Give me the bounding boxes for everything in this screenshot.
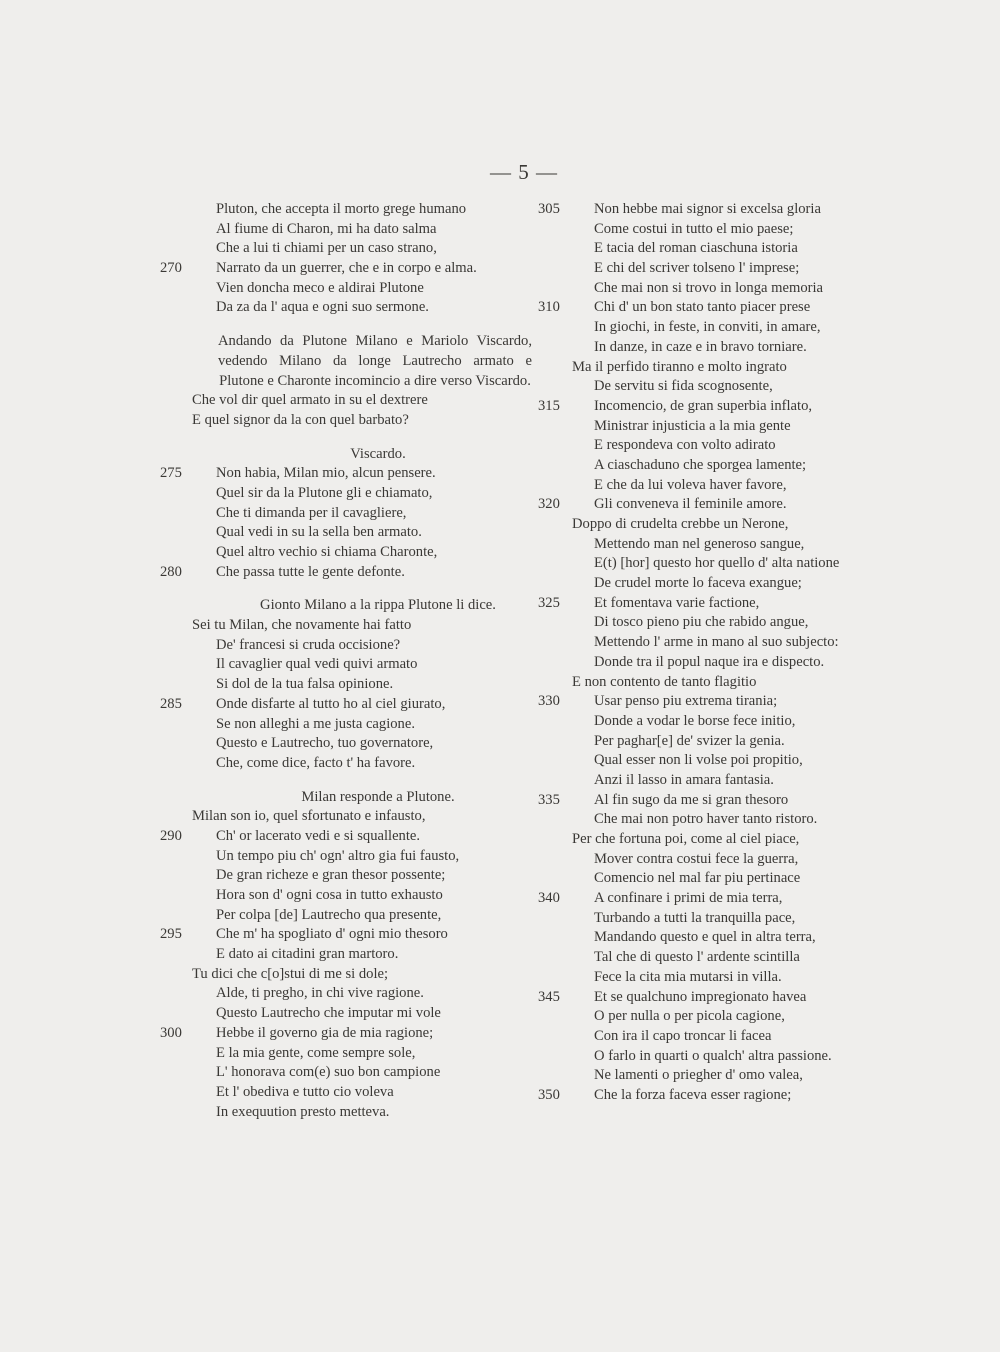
verse-line xyxy=(160,695,540,715)
verse-text: Che, come dice, facto t' ha favore. xyxy=(216,754,416,771)
verse-text: In giochi, in feste, in conviti, in amare, xyxy=(594,319,821,336)
line-number: 280 xyxy=(160,563,182,580)
verse-text: Tu dici che c[o]stui di me si dole; xyxy=(192,965,389,982)
verse-line xyxy=(538,220,898,240)
verse-text: Un tempo piu ch' ogn' altro gia fui fausto, xyxy=(216,847,460,864)
verse-line xyxy=(538,318,898,338)
verse-line xyxy=(160,523,540,543)
verse-line xyxy=(538,239,898,259)
verse-text: Qual vedi in su la sella ben armato. xyxy=(216,524,422,541)
verse-text: Che vol dir quel armato in su el dextrere xyxy=(192,392,428,409)
verse-line xyxy=(538,338,898,358)
verse-text: Qual esser non li volse poi propitio, xyxy=(594,752,803,769)
stanza xyxy=(538,673,898,831)
heading-text: Gionto Milano a la rippa Plutone li dice. xyxy=(260,597,496,614)
verse-text: Di tosco pieno piu che rabido angue, xyxy=(594,614,809,631)
verse-text: Con ira il capo troncar li facea xyxy=(594,1027,772,1044)
verse-line xyxy=(160,675,540,695)
verse-line xyxy=(160,484,540,504)
line-number: 340 xyxy=(538,890,560,907)
stanza xyxy=(160,464,540,582)
verse-text: Incomencio, de gran superbia inflato, xyxy=(594,397,813,414)
verse-line xyxy=(538,554,898,574)
verse-text: A ciaschaduno che sporgea lamente; xyxy=(594,456,807,473)
verse-text: Quel sir da la Plutone gli e chiamato, xyxy=(216,484,433,501)
verse-text: Questo e Lautrecho, tuo governatore, xyxy=(216,735,434,752)
verse-text: In danze, in caze e in bravo torniare. xyxy=(594,338,807,355)
speaker-heading xyxy=(160,596,540,616)
verse-text: Usar penso piu extrema tirania; xyxy=(594,693,778,710)
verse-text: E quel signor da la con quel barbato? xyxy=(192,411,409,428)
stanza xyxy=(160,965,540,1123)
verse-text: Alde, ti pregho, in chi vive ragione. xyxy=(216,985,424,1002)
verse-line xyxy=(160,543,540,563)
line-number: 330 xyxy=(538,693,560,710)
verse-line xyxy=(538,535,898,555)
verse-line xyxy=(538,751,898,771)
line-number: 350 xyxy=(538,1086,560,1103)
verse-text: Si dol de la tua falsa opinione. xyxy=(216,676,394,693)
line-number: 335 xyxy=(538,791,560,808)
verse-line xyxy=(160,655,540,675)
verse-text: Anzi il lasso in amara fantasia. xyxy=(594,771,774,788)
verse-text: Da za da l' aqua e ogni suo sermone. xyxy=(216,299,429,316)
stanza xyxy=(160,200,540,318)
verse-line xyxy=(160,1004,540,1024)
verse-text: Fece la cita mia mutarsi in villa. xyxy=(594,968,782,985)
verse-line xyxy=(538,279,898,299)
verse-line xyxy=(160,298,540,318)
verse-line xyxy=(160,827,540,847)
verse-line xyxy=(160,886,540,906)
verse-text: Et se qualchuno impregionato havea xyxy=(594,988,807,1005)
verse-line xyxy=(538,968,898,988)
verse-line xyxy=(160,411,540,431)
verse-line xyxy=(538,850,898,870)
verse-text: Mettendo l' arme in mano al suo subjecto: xyxy=(594,634,839,651)
verse-line xyxy=(538,988,898,1008)
verse-line xyxy=(160,925,540,945)
verse-line xyxy=(160,715,540,735)
verse-text: Come costui in tutto el mio paese; xyxy=(594,220,794,237)
verse-text: Che ti dimanda per il cavagliere, xyxy=(216,504,407,521)
verse-text: Mover contra costui fece la guerra, xyxy=(594,850,799,867)
verse-text: In exequution presto metteva. xyxy=(216,1103,390,1120)
verse-line xyxy=(538,417,898,437)
verse-line xyxy=(160,1103,540,1123)
verse-line xyxy=(160,945,540,965)
verse-text: Mettendo man nel generoso sangue, xyxy=(594,535,805,552)
verse-line xyxy=(538,594,898,614)
verse-line xyxy=(538,574,898,594)
verse-text: Quel altro vechio si chiama Charonte, xyxy=(216,544,438,561)
verse-text: O per nulla o per picola cagione, xyxy=(594,1008,785,1025)
heading-text: Viscardo. xyxy=(350,445,406,462)
verse-text: Tal che di questo l' ardente scintilla xyxy=(594,949,800,966)
verse-text: Vien doncha meco e aldirai Plutone xyxy=(216,279,424,296)
verse-line xyxy=(538,1086,898,1106)
line-number: 295 xyxy=(160,926,182,943)
verse-line xyxy=(538,830,898,850)
verse-text: E chi del scriver tolseno l' imprese; xyxy=(594,260,800,277)
verse-line xyxy=(538,889,898,909)
verse-line xyxy=(538,456,898,476)
verse-line xyxy=(538,397,898,417)
verse-line xyxy=(538,495,898,515)
verse-text: Sei tu Milan, che novamente hai fatto xyxy=(192,617,412,634)
verse-text: Per che fortuna poi, come al ciel piace, xyxy=(572,831,800,847)
verse-line xyxy=(160,464,540,484)
verse-line xyxy=(160,200,540,220)
verse-text: Ministrar injusticia a la mia gente xyxy=(594,417,791,434)
verse-text: Non hebbe mai signor si excelsa gloria xyxy=(594,201,821,217)
verse-line xyxy=(160,220,540,240)
line-number: 290 xyxy=(160,827,182,844)
verse-text: E dato ai citadini gran martoro. xyxy=(216,946,399,963)
verse-text: Che passa tutte le gente defonte. xyxy=(216,563,405,580)
verse-line xyxy=(160,279,540,299)
verse-text: Al fiume di Charon, mi ha dato salma xyxy=(216,220,437,237)
verse-line xyxy=(538,732,898,752)
verse-line xyxy=(160,239,540,259)
verse-text: Onde disfarte al tutto ho al ciel giurato, xyxy=(216,695,446,712)
verse-line xyxy=(538,200,898,220)
line-number: 320 xyxy=(538,496,560,513)
verse-text: Doppo di crudelta crebbe un Nerone, xyxy=(572,516,789,532)
verse-text: De servitu si fida scognosente, xyxy=(594,378,773,395)
verse-line xyxy=(538,358,898,378)
heading-text: Milan responde a Plutone. xyxy=(301,788,455,805)
rubric xyxy=(160,332,540,391)
verse-line xyxy=(538,613,898,633)
verse-line xyxy=(160,734,540,754)
verse-text: Pluton, che accepta il morto grege humano xyxy=(216,201,467,217)
verse-text: L' honorava com(e) suo bon campione xyxy=(216,1064,441,1081)
verse-line xyxy=(538,515,898,535)
verse-line xyxy=(538,476,898,496)
verse-line xyxy=(538,810,898,830)
verse-line xyxy=(160,984,540,1004)
verse-text: De crudel morte lo faceva exangue; xyxy=(594,575,802,592)
verse-text: Che mai non si trovo in longa memoria xyxy=(594,279,824,296)
verse-text: E respondeva con volto adirato xyxy=(594,437,776,454)
verse-line xyxy=(538,909,898,929)
verse-text: Comencio nel mal far piu pertinace xyxy=(594,870,801,887)
verse-line xyxy=(538,259,898,279)
verse-line xyxy=(538,712,898,732)
verse-text: Ma il perfido tiranno e molto ingrato xyxy=(572,358,787,375)
verse-line xyxy=(160,807,540,827)
verse-line xyxy=(160,1083,540,1103)
verse-text: Per paghar[e] de' svizer la genia. xyxy=(594,732,785,749)
rubric-text: Andando da Plutone Milano e Mariolo Viscardo, vedendo Milano da longe Lautrecho armato e Plutone e Charonte incomincio a dire verso Viscardo. xyxy=(218,333,532,389)
verse-text: Ch' or lacerato vedi e si squallente. xyxy=(216,827,421,844)
verse-line xyxy=(160,563,540,583)
verse-text: E non contento de tanto flagitio xyxy=(572,673,757,690)
verse-line xyxy=(538,633,898,653)
verse-text: Per colpa [de] Lautrecho qua presente, xyxy=(216,906,442,923)
verse-text: E(t) [hor] questo hor quello d' alta natione xyxy=(594,555,840,572)
stanza xyxy=(538,515,898,673)
verse-text: E che da lui voleva haver favore, xyxy=(594,476,787,493)
verse-line xyxy=(160,906,540,926)
verse-text: Che la forza faceva esser ragione; xyxy=(594,1086,792,1103)
verse-text: Gli conveneva il feminile amore. xyxy=(594,496,787,513)
verse-text: Mandando questo e quel in altra terra, xyxy=(594,929,816,946)
verse-text: Se non alleghi a me justa cagione. xyxy=(216,715,415,732)
verse-line xyxy=(160,1024,540,1044)
verse-line xyxy=(160,504,540,524)
verse-line xyxy=(538,1007,898,1027)
verse-line xyxy=(538,653,898,673)
verse-line xyxy=(538,1047,898,1067)
verse-text: Che mai non potro haver tanto ristoro. xyxy=(594,811,818,828)
verse-text: Non habia, Milan mio, alcun pensere. xyxy=(216,465,436,482)
line-number: 325 xyxy=(538,594,560,611)
verse-text: Donde a vodar le borse fece initio, xyxy=(594,712,796,729)
verse-text: Che m' ha spogliato d' ogni mio thesoro xyxy=(216,926,448,943)
stanza xyxy=(538,988,898,1106)
stanza xyxy=(538,358,898,516)
stanza xyxy=(538,200,898,358)
verse-line xyxy=(538,692,898,712)
stanza xyxy=(160,616,540,774)
verse-line xyxy=(160,259,540,279)
verse-line xyxy=(160,847,540,867)
line-number: 300 xyxy=(160,1024,182,1041)
verse-text: Hebbe il governo gia de mia ragione; xyxy=(216,1024,434,1041)
verse-text: Che a lui ti chiami per un caso strano, xyxy=(216,240,437,257)
verse-line xyxy=(538,948,898,968)
verse-line xyxy=(160,391,540,411)
speaker-heading xyxy=(160,445,540,465)
verse-text: Il cavaglier qual vedi quivi armato xyxy=(216,656,418,673)
verse-text: Narrato da un guerrer, che e in corpo e alma. xyxy=(216,260,477,277)
verse-text: Donde tra il popul naque ira e dispecto. xyxy=(594,653,825,670)
verse-line xyxy=(160,965,540,985)
verse-text: Turbando a tutti la tranquilla pace, xyxy=(594,909,796,926)
verse-line xyxy=(160,1044,540,1064)
verse-line xyxy=(538,928,898,948)
verse-line xyxy=(538,673,898,693)
line-number: 275 xyxy=(160,465,182,482)
verse-text: De gran richeze e gran thesor possente; xyxy=(216,867,446,884)
verse-line xyxy=(160,1063,540,1083)
verse-line xyxy=(160,636,540,656)
verse-line xyxy=(538,791,898,811)
line-number: 305 xyxy=(538,201,560,217)
line-number: 270 xyxy=(160,260,182,277)
verse-line xyxy=(160,616,540,636)
right-column xyxy=(538,200,898,1106)
verse-text: Milan son io, quel sfortunato e infausto, xyxy=(192,808,426,825)
left-column xyxy=(160,200,540,1122)
verse-text: O farlo in quarti o qualch' altra passione. xyxy=(594,1047,832,1064)
verse-line xyxy=(160,866,540,886)
verse-line xyxy=(538,1066,898,1086)
verse-text: Et fomentava varie factione, xyxy=(594,594,760,611)
line-number: 315 xyxy=(538,397,560,414)
verse-text: Questo Lautrecho che imputar mi vole xyxy=(216,1005,441,1022)
verse-line xyxy=(538,436,898,456)
verse-text: Chi d' un bon stato tanto piacer prese xyxy=(594,299,811,316)
line-number: 310 xyxy=(538,299,560,316)
stanza xyxy=(160,807,540,965)
verse-text: Et l' obediva e tutto cio voleva xyxy=(216,1083,394,1100)
page-number: — 5 — xyxy=(490,160,558,184)
line-number: 345 xyxy=(538,988,560,1005)
verse-line xyxy=(538,771,898,791)
stanza xyxy=(538,830,898,988)
verse-text: Hora son d' ogni cosa in tutto exhausto xyxy=(216,887,443,904)
verse-line xyxy=(538,298,898,318)
speaker-heading xyxy=(160,788,540,808)
verse-line xyxy=(538,377,898,397)
verse-text: E tacia del roman ciaschuna istoria xyxy=(594,240,798,257)
verse-text: De' francesi si cruda occisione? xyxy=(216,636,401,653)
verse-text: Al fin sugo da me si gran thesoro xyxy=(594,791,789,808)
verse-line xyxy=(160,754,540,774)
line-number: 285 xyxy=(160,695,182,712)
verse-text: E la mia gente, come sempre sole, xyxy=(216,1044,416,1061)
verse-line xyxy=(538,869,898,889)
stanza xyxy=(160,391,540,430)
verse-line xyxy=(538,1027,898,1047)
verse-text: A confinare i primi de mia terra, xyxy=(594,890,783,907)
verse-text: Ne lamenti o priegher d' omo valea, xyxy=(594,1067,803,1084)
